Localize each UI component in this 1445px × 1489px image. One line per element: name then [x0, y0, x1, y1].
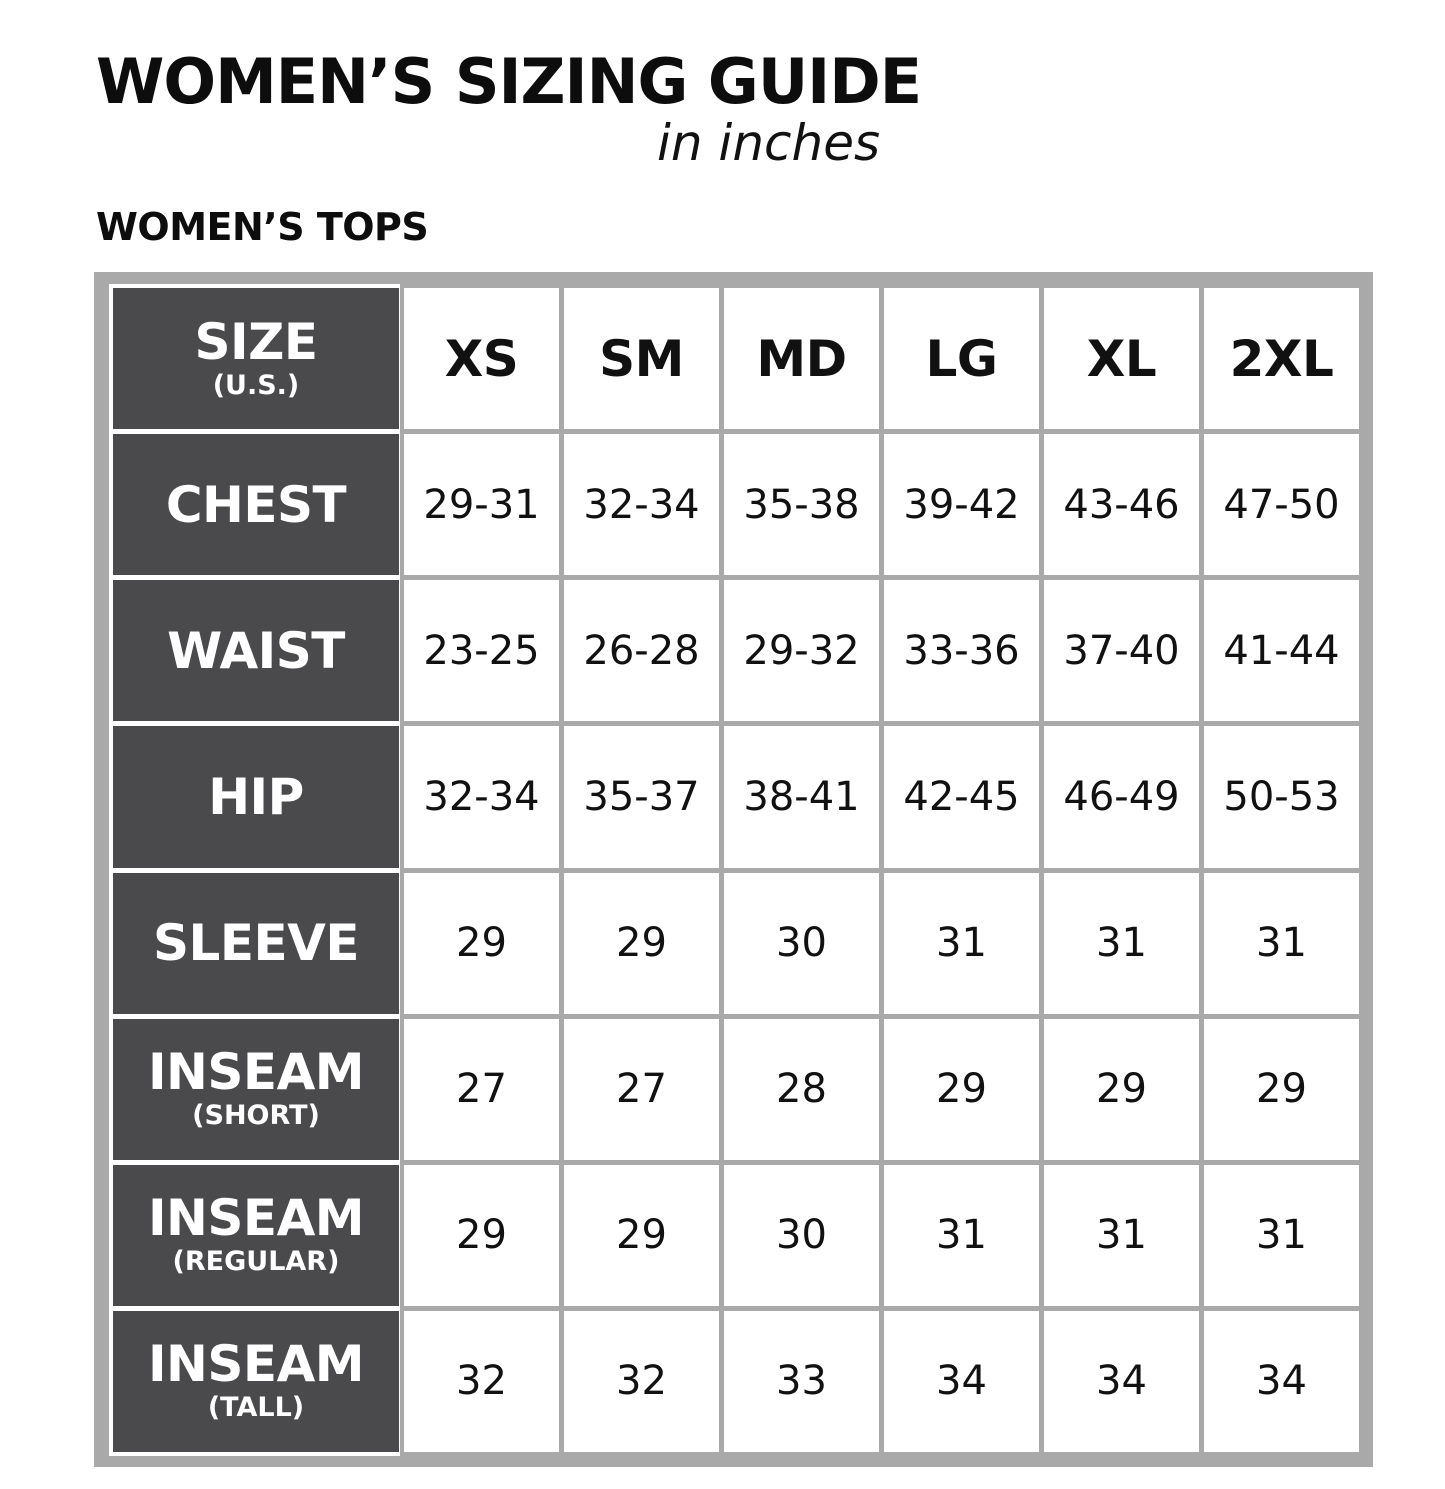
table-cell: 41-44	[1204, 580, 1359, 721]
row-label-waist	[113, 580, 399, 721]
table-cell: 50-53	[1204, 726, 1359, 867]
table-cell: 35-37	[564, 726, 719, 867]
table-cell: 29-32	[724, 580, 879, 721]
table-cell: 29	[404, 1165, 559, 1306]
size-header-xl: XL	[1044, 288, 1199, 429]
table-cell: 42-45	[884, 726, 1039, 867]
row-label: HIP	[208, 767, 304, 826]
row-sublabel: (REGULAR)	[172, 1246, 340, 1278]
table-cell: 31	[1204, 873, 1359, 1014]
table-cell: 27	[564, 1019, 719, 1160]
table-cell: 32-34	[564, 434, 719, 575]
table-cell: 37-40	[1044, 580, 1199, 721]
table-cell: 31	[884, 873, 1039, 1014]
table-cell: 29	[564, 1165, 719, 1306]
table-cell: 30	[724, 873, 879, 1014]
row-label-sleeve	[113, 873, 399, 1014]
table-cell: 30	[724, 1165, 879, 1306]
table-cell: 29	[1044, 1019, 1199, 1160]
header-label: SIZE	[194, 312, 318, 371]
table-cell: 46-49	[1044, 726, 1199, 867]
table-cell: 33-36	[884, 580, 1039, 721]
table-cell: 39-42	[884, 434, 1039, 575]
row-label: SLEEVE	[152, 914, 360, 973]
table-cell: 33	[724, 1311, 879, 1452]
table-cell: 28	[724, 1019, 879, 1160]
row-label: INSEAM	[147, 1043, 365, 1102]
row-label-inseam-short	[113, 1019, 399, 1160]
table-cell: 29	[884, 1019, 1039, 1160]
page-subtitle: in inches	[656, 114, 880, 172]
row-label-hip	[113, 726, 399, 867]
table-cell: 32	[404, 1311, 559, 1452]
row-label-chest	[113, 434, 399, 575]
row-sublabel: (SHORT)	[192, 1100, 320, 1132]
table-cell: 23-25	[404, 580, 559, 721]
table-cell: 26-28	[564, 580, 719, 721]
sizing-table	[113, 288, 1359, 1452]
table-cell: 43-46	[1044, 434, 1199, 575]
size-header-lg: LG	[884, 288, 1039, 429]
row-label: INSEAM	[147, 1189, 365, 1248]
row-label: INSEAM	[147, 1335, 365, 1394]
table-cell: 34	[1044, 1311, 1199, 1452]
row-label-inseam-regular	[113, 1165, 399, 1306]
header-label-cell	[113, 288, 399, 429]
page-title: WOMEN’S SIZING GUIDE	[96, 45, 922, 118]
table-cell: 29	[1204, 1019, 1359, 1160]
row-sublabel: (TALL)	[207, 1392, 305, 1424]
table-cell: 34	[1204, 1311, 1359, 1452]
table-cell: 29	[404, 873, 559, 1014]
table-cell: 29-31	[404, 434, 559, 575]
table-cell: 32-34	[404, 726, 559, 867]
table-cell: 31	[1204, 1165, 1359, 1306]
table-cell: 31	[1044, 1165, 1199, 1306]
size-header-2xl: 2XL	[1204, 288, 1359, 429]
size-header-md: MD	[724, 288, 879, 429]
row-label: WAIST	[167, 621, 345, 680]
size-header-sm: SM	[564, 288, 719, 429]
size-header-xs: XS	[404, 288, 559, 429]
row-label: CHEST	[165, 475, 347, 534]
table-cell: 47-50	[1204, 434, 1359, 575]
table-cell: 29	[564, 873, 719, 1014]
table-cell: 35-38	[724, 434, 879, 575]
section-title: WOMEN’S TOPS	[96, 205, 429, 249]
header-sublabel: (U.S.)	[212, 369, 300, 401]
table-cell: 31	[884, 1165, 1039, 1306]
table-cell: 31	[1044, 873, 1199, 1014]
table-cell: 32	[564, 1311, 719, 1452]
table-cell: 34	[884, 1311, 1039, 1452]
row-label-inseam-tall	[113, 1311, 399, 1452]
table-cell: 38-41	[724, 726, 879, 867]
table-cell: 27	[404, 1019, 559, 1160]
